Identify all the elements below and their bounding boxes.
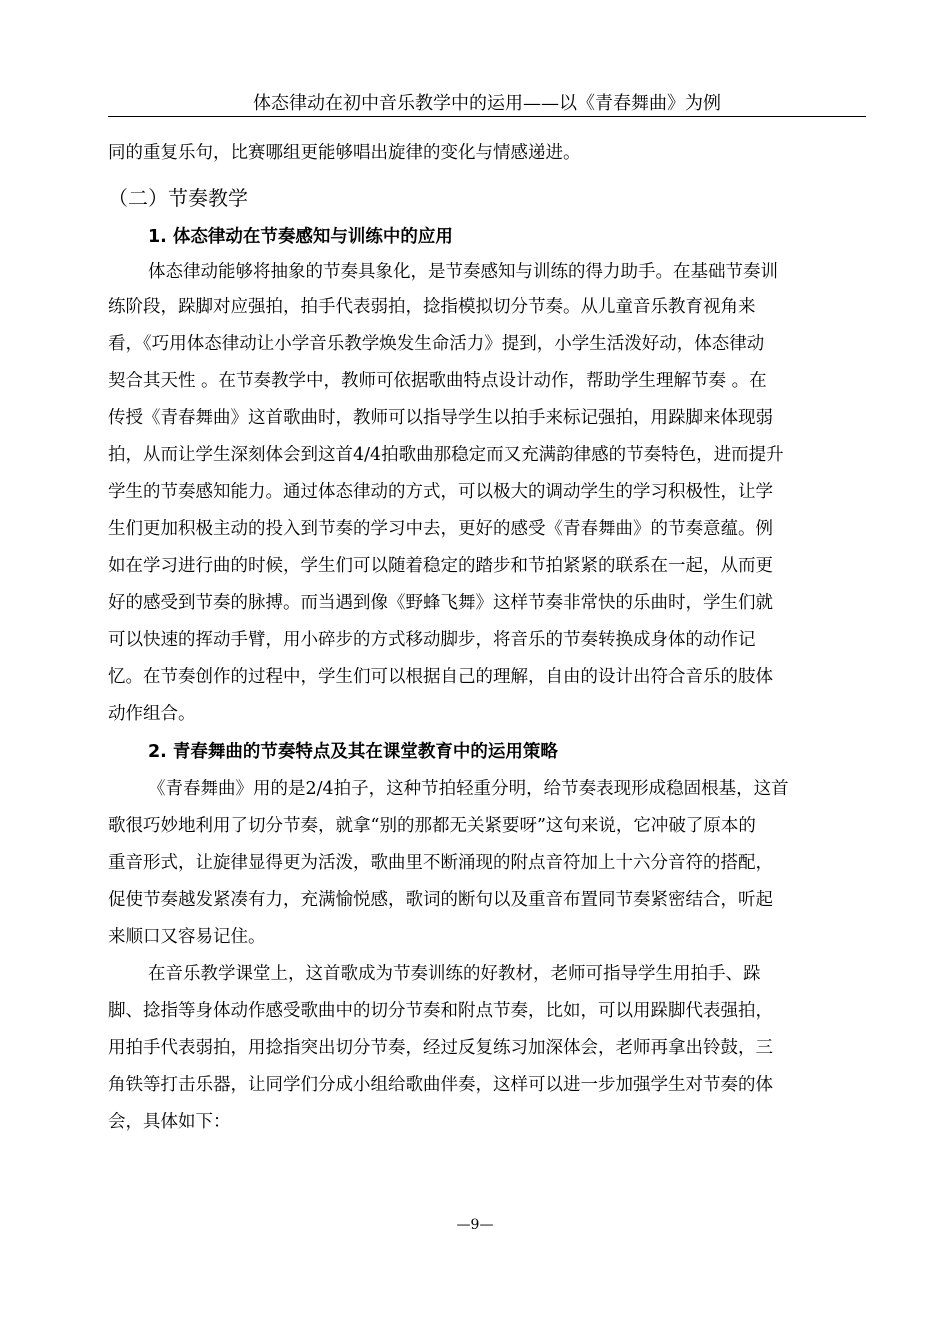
body-line: 体态律动能够将抽象的节奏具象化，是节奏感知与训练的得力助手。在基础节奏训 xyxy=(148,262,778,282)
subsection-heading-2: 2. 青春舞曲的节奏特点及其在课堂教育中的运用策略 xyxy=(148,742,558,762)
body-line: 歌很巧妙地利用了切分节奏，就拿“别的那都无关紧要呀”这句来说，它冲破了原本的 xyxy=(108,816,756,836)
body-line: 看，《巧用体态律动让小学音乐教学焕发生命活力》提到，小学生活泼好动，体态律动 xyxy=(108,334,765,354)
running-header: 体态律动在初中音乐教学中的运用——以《青春舞曲》为例 xyxy=(253,93,721,114)
body-line: 用拍手代表弱拍，用捻指突出切分节奏，经过反复练习加深体会，老师再拿出铃鼓，三 xyxy=(108,1038,773,1058)
body-line: 动作组合。 xyxy=(108,704,196,724)
body-line: 在音乐教学课堂上，这首歌成为节奏训练的好教材，老师可指导学生用拍手、跺 xyxy=(148,964,761,984)
header-divider xyxy=(108,116,866,117)
body-line: 练阶段，跺脚对应强拍，拍手代表弱拍，捻指模拟切分节奏。从儿童音乐教育视角来 xyxy=(108,297,756,317)
body-line: 重音形式，让旋律显得更为活泼，歌曲里不断涌现的附点音符加上十六分音符的搭配， xyxy=(108,853,773,873)
body-line: 忆。在节奏创作的过程中，学生们可以根据自己的理解，自由的设计出符合音乐的肢体 xyxy=(108,667,773,687)
body-line: 《青春舞曲》用的是2/4拍子，这种节拍轻重分明，给节奏表现形成稳固根基，这首 xyxy=(148,779,789,799)
subsection-heading-1: 1. 体态律动在节奏感知与训练中的应用 xyxy=(148,227,453,247)
body-line: 学生的节奏感知能力。通过体态律动的方式，可以极大的调动学生的学习积极性，让学 xyxy=(108,482,773,502)
section-title: （二）节奏教学 xyxy=(108,186,248,210)
body-line: 可以快速的挥动手臂，用小碎步的方式移动脚步，将音乐的节奏转换成身体的动作记 xyxy=(108,630,756,650)
page-number: —9— xyxy=(456,1217,494,1233)
body-line: 传授《青春舞曲》这首歌曲时，教师可以指导学生以拍手来标记强拍，用跺脚来体现弱 xyxy=(108,408,773,428)
body-line: 生们更加积极主动的投入到节奏的学习中去，更好的感受《青春舞曲》的节奏意蕴。例 xyxy=(108,519,773,539)
body-line: 脚、捻指等身体动作感受歌曲中的切分节奏和附点节奏，比如，可以用跺脚代表强拍， xyxy=(108,1001,773,1021)
body-line: 促使节奏越发紧凑有力，充满愉悦感，歌词的断句以及重音布置同节奏紧密结合，听起 xyxy=(108,890,773,910)
body-line: 同的重复乐句，比赛哪组更能够唱出旋律的变化与情感递进。 xyxy=(108,143,581,163)
body-line: 来顺口又容易记住。 xyxy=(108,927,266,947)
body-line: 契合其天性 。在节奏教学中，教师可依据歌曲特点设计动作，帮助学生理解节奏 。在 xyxy=(108,371,767,391)
body-line: 会，具体如下： xyxy=(108,1112,231,1132)
body-line: 如在学习进行曲的时候，学生们可以随着稳定的踏步和节拍紧紧的联系在一起，从而更 xyxy=(108,556,773,576)
body-line: 拍，从而让学生深刻体会到这首4/4拍歌曲那稳定而又充满韵律感的节奏特色，进而提升 xyxy=(108,445,784,465)
body-line: 好的感受到节奏的脉搏。而当遇到像《野蜂飞舞》这样节奏非常快的乐曲时，学生们就 xyxy=(108,593,773,613)
body-line: 角铁等打击乐器，让同学们分成小组给歌曲伴奏，这样可以进一步加强学生对节奏的体 xyxy=(108,1075,773,1095)
